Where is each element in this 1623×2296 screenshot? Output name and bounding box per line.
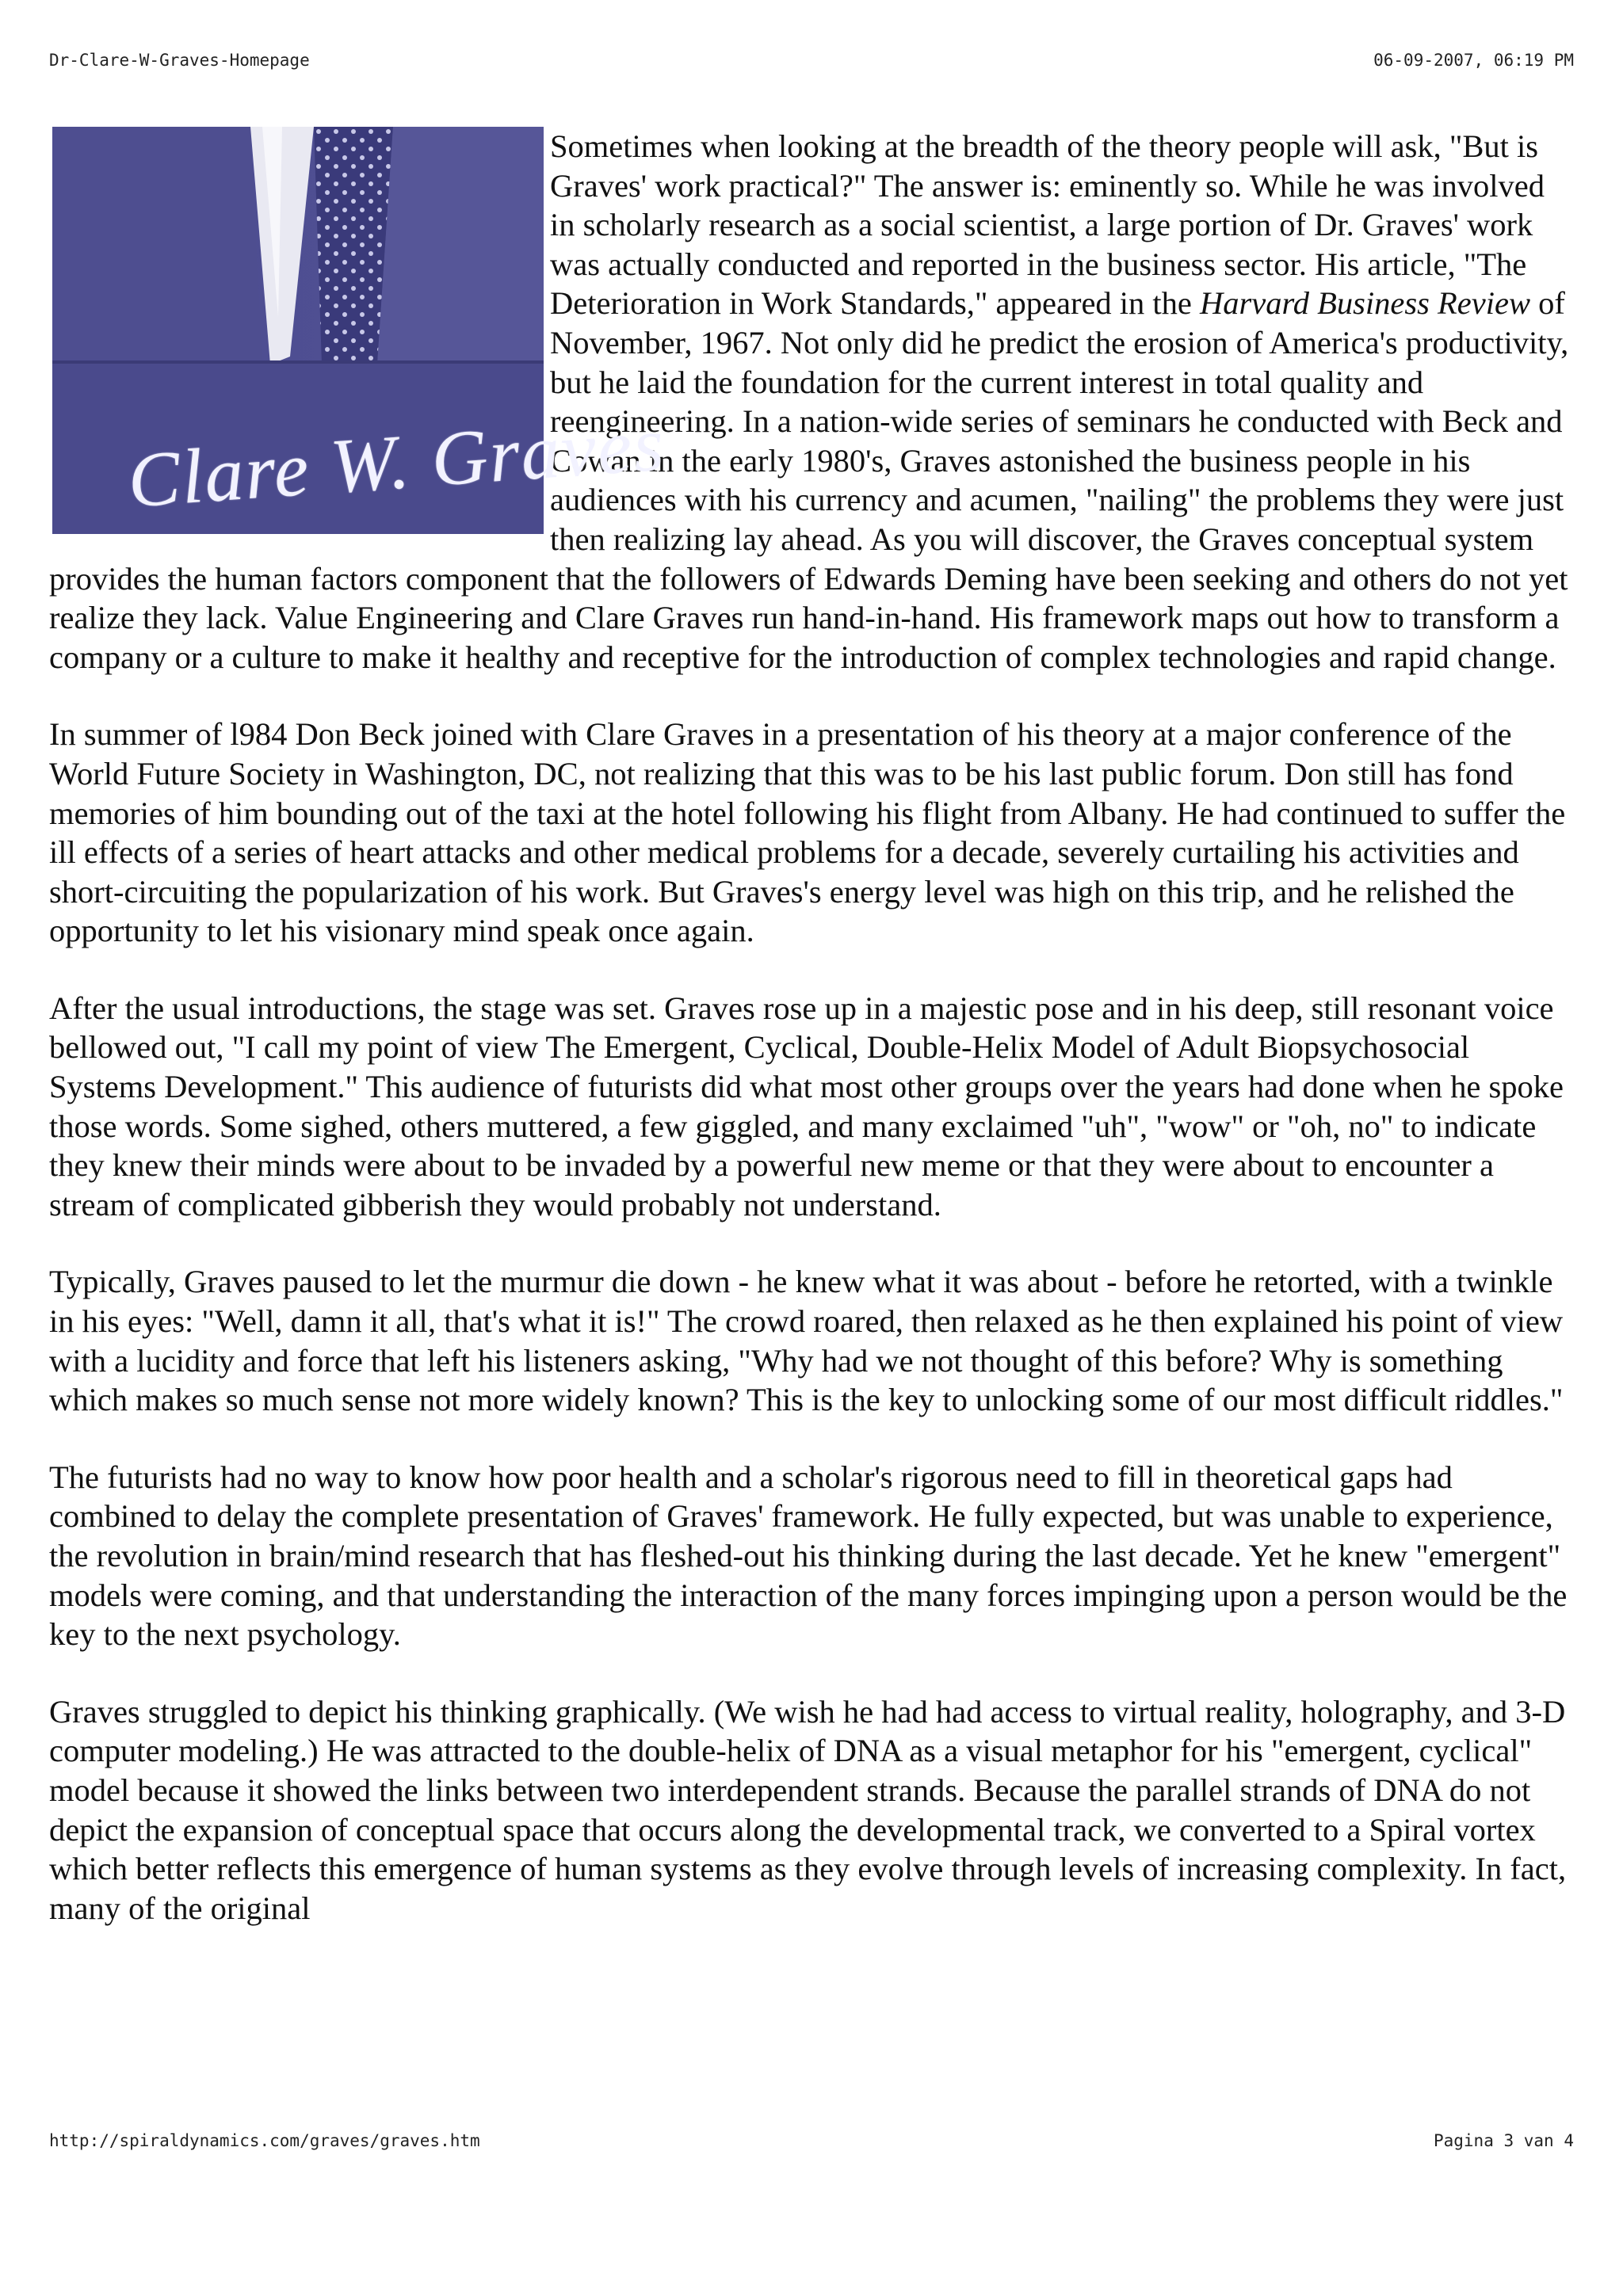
publication-title: Harvard Business Review <box>1200 285 1530 322</box>
paragraph: Graves struggled to depict his thinking graphically. (We wish he had had access to virtual reality, holography, and 3-D computer modeling.) He was attracted to the double-helix of DNA as a visual metaphor for his "emergent, cyclical" model because it showed the links between two interdependent strands. Because the parallel strands of DNA do not depict the expansion of conceptual space that occurs along the developmental track, we converted to a Spiral vortex which better reflects this emergence of human systems as they evolve through levels of increasing complexity. In fact, many of the original <box>49 1693 1567 1926</box>
paragraph: Typically, Graves paused to let the murmur die down - he knew what it was about - before he retorted, with a twinkle in his eyes: "Well, damn it all, that's what it is!" The crowd roared, then relaxed as he then explained his point of view with a lucidity and force that left his listeners asking, "Why had we not thought of this before? Why is something which makes so much sense not more widely known? This is the key to unlocking some of our most difficult riddles." <box>49 1264 1564 1418</box>
page-url: http://spiraldynamics.com/graves/graves.htm <box>49 2131 480 2150</box>
article-body <box>49 127 1574 1966</box>
print-header <box>49 51 1574 70</box>
page-title-header: Dr-Clare-W-Graves-Homepage <box>49 51 310 70</box>
paragraph-text: Sometimes when looking at the breadth of the theory people will ask, "But is Graves' work practical?" The answer is: eminently so. While he was involved in scholarly research as a social scientist, a large portion of Dr. Graves' work was actually conducted and reported in the business sector. His article, "The Deterioration in Work Standards," appeared in the <box>550 128 1545 322</box>
print-footer <box>49 2131 1574 2150</box>
paragraph: In summer of l984 Don Beck joined with Clare Graves in a presentation of his theory at a major conference of the World Future Society in Washington, DC, not realizing that this was to be his last public forum. Don still has fond memories of him bounding out of the taxi at the hotel following his flight from Albany. He had continued to suffer the ill effects of a series of heart attacks and other medical problems for a decade, severely curtailing his activities and short-circuiting the popularization of his work. But Graves's energy level was high on this trip, and he relished the opportunity to let his visionary mind speak once again. <box>49 716 1566 949</box>
paragraph: After the usual introductions, the stage was set. Graves rose up in a majestic pose and in his deep, still resonant voice bellowed out, "I call my point of view The Emergent, Cyclical, Double-Helix Model of Adult Biopsychosocial Systems Development." This audience of futurists did what most other groups over the years had done when he spoke those words. Some sighed, others muttered, a few giggled, and many exclaimed "uh", "wow" or "oh, no" to indicate they knew their minds were about to be invaded by a powerful new meme or that they were about to encounter a stream of complicated gibberish they would probably not understand. <box>49 990 1564 1222</box>
paragraph: The futurists had no way to know how poor health and a scholar's rigorous need to fill in theoretical gaps had combined to delay the complete presentation of Graves' framework. He fully expected, but was unable to experience, the revolution in brain/mind research that has fleshed-out his thinking during the last decade. Yet he knew "emergent" models were coming, and that understanding the interaction of the many forces impinging upon a person would be the key to the next psychology. <box>49 1459 1568 1653</box>
handwritten-signature: Clare W. Graves <box>125 401 668 524</box>
paragraph-text: of November, 1967. Not only did he predict the erosion of America's productivity, but he laid the foundation for the current interest in total quality and reengineering. In a nation-wide series of seminars he conducted with Beck and Cowan in the early 1980's, Graves astonished the business people in his audiences with his currency and acumen, "nailing" the problems they were just then realizing lay ahead. As you will discover, the Graves conceptual system provides the human factors component that the followers of Edwards Deming have been seeking and others do not yet realize they lack. Value Engineering and Clare Graves run hand-in-hand. His framework maps out how to transform a company or a culture to make it healthy and receptive for the introduction of complex technologies and rapid change. <box>49 285 1569 675</box>
print-timestamp: 06-09-2007, 06:19 PM <box>1373 51 1574 70</box>
page-number: Pagina 3 van 4 <box>1433 2131 1574 2150</box>
graves-signed-photo <box>52 127 668 534</box>
